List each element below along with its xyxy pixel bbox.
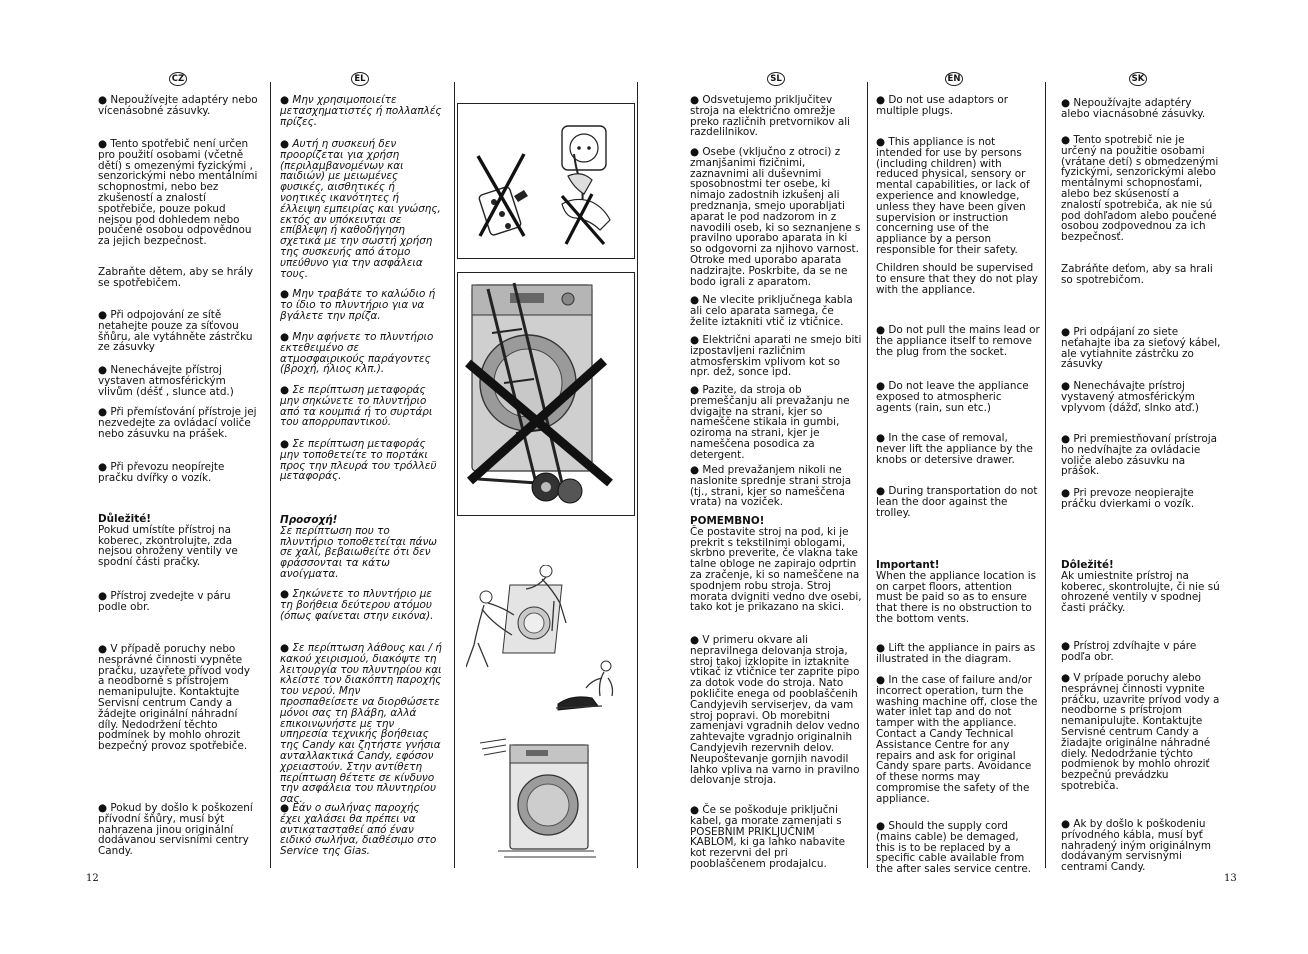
paragraph-sl [690, 805, 862, 870]
paragraph-text: ● Tento spotrebič nie je určený na použitie osobami (vrátane detí) s obmedzenými fyzickými, senzorickými alebo mentálnymi schopnosťami, alebo bez skúseností a znalostí spotrebiča, ak nie sú pod dohľadom alebo poučené osobou zodpovednou za ich bezpečnosť. [1061, 134, 1219, 244]
paragraph-sl [690, 295, 862, 327]
paragraph-sl [690, 516, 862, 613]
paragraph-text: ● Ne vlecite priključnega kabla ali celo aparata samega, če želite iztakniti vtič iz vtičnice. [690, 294, 853, 328]
figure-plug-socket [457, 103, 635, 259]
paragraph-el [280, 515, 442, 580]
paragraph-en [876, 821, 1040, 875]
paragraph-text: When the appliance location is on carpet floors, attention must be paid so as to ensure that there is no obstruction to the bottom vents. [876, 569, 1037, 625]
paragraph-text: Pokud umístíte přístroj na koberec, zkontrolujte, zda nejsou ohroženy ventily ve spodní části pračky. [98, 523, 238, 569]
paragraph-text: ● Pri odpájaní zo siete neťahajte iba za sieťový kábel, ale vytiahnite zástrčku zo zásuvky [1061, 326, 1221, 371]
paragraph-sl [690, 635, 862, 786]
paragraph-cz [98, 407, 258, 439]
paragraph-cz [98, 95, 258, 117]
paragraph-text: ● Če se poškoduje priključni kabel, ga morate zamenjati s POSEBNIM PRIKLJUČNIM KABLOM, ki ga lahko nabavite kot rezervni del pri pooblaščenem prodajalcu. [690, 804, 846, 870]
paragraph-en [876, 675, 1040, 805]
paragraph-text: ● Osebe (vključno z otroci) z zmanjšanimi fizičnimi, zaznavnimi ali duševnimi sposobnostmi ter osebe, ki nimajo zadostnih izkušenj ali predznanja, smejo uporabljati aparat le pod nadzorom in z navodili oseb, ki so seznanjene s pravilno uporabo aparata in ki so odgovorni za njihovo varnost. [690, 146, 861, 256]
paragraph-text: ● During transportation do not lean the door against the trolley. [876, 485, 1038, 519]
paragraph-title: Important! [876, 559, 940, 571]
paragraph-text: ● Pazite, da stroja ob premeščanju ali prevažanju ne dvigajte na strani, kjer so nameščene stikala in gumbi, oziroma na strani, kjer je nameščena posodica za detergent. [690, 384, 850, 461]
paragraph-text: ● Nepoužívajte adaptéry alebo viacnásobné zásuvky. [1061, 97, 1206, 120]
lang-badge-sl: SL [767, 72, 785, 86]
paragraph-text: Zabraňte dětem, aby se hrály se spotřebičem. [98, 266, 254, 289]
paragraph-el [280, 332, 442, 375]
paragraph-text: ● Při převozu neopírejte pračku dvířky o vozík. [98, 461, 225, 484]
paragraph-text: ● Přístroj zvedejte v páru podle obr. [98, 590, 231, 613]
paragraph-text: Σε περίπτωση που το πλυντήριο τοποθετείται πάνω σε χαλί, βεβαιωθείτε ότι δεν φράσσονται τα κάτω ανοίγματα. [280, 524, 437, 580]
paragraph-text: ● Εάν ο σωλήνας παροχής έχει χαλάσει θα πρέπει να αντικατασταθεί από έναν ειδικό σωλήνα, διαθέσιμο στο Service της Gias. [280, 802, 437, 858]
paragraph-text: ● Při odpojování ze sítě netahejte pouze za síťovou šňůru, ale vytáhněte zástrčku ze zásuvky [98, 309, 253, 354]
paragraph-cz [98, 139, 258, 247]
separator-5 [1045, 82, 1046, 868]
paragraph-sk [1061, 381, 1221, 413]
lang-badge-cz: CZ [169, 72, 187, 86]
paragraph-title: Dôležité! [1061, 559, 1114, 571]
paragraph-text: ● In the case of failure and/or incorrect operation, turn the washing machine off, close the water inlet tap and do not tamper with the appliance. Contact a Candy Technical Assistance Centre for any repairs and ask for original Candy spare parts. Avoidance of these norms may compromise the safety of the appliance. [876, 674, 1038, 805]
paragraph-text: ● Σε περίπτωση μεταφοράς μην τοποθετείτε το πορτάκι προς την πλευρά του τρόλλεϋ μεταφοράς. [280, 438, 437, 483]
plug-socket-illustration [458, 104, 634, 258]
paragraph-text: ● Μην χρησιμοποιείτε μετασχηματιστές ή πολλαπλές πρίζες. [280, 94, 442, 128]
figure-trolley [457, 272, 635, 516]
paragraph-el [280, 589, 442, 621]
paragraph-text: ● V případě poruchy nebo nesprávné činnosti vypněte pračku, uzavřete přívod vody a neodborně s přístrojem nemanipulujte. Kontaktujte Servisní centrum Candy a žádejte originální náhradní díly. Nedodržení těchto podmínek by mohlo ohrozit bezpečný provoz spotřebiče. [98, 643, 251, 753]
lang-badge-en: EN [945, 72, 963, 86]
separator-4 [867, 82, 868, 868]
trolley-illustration [458, 273, 634, 515]
paragraph-en [876, 325, 1040, 357]
paragraph-sl [690, 255, 862, 287]
lang-badge-el: EL [351, 72, 369, 86]
paragraph-title: Προσοχή! [280, 514, 338, 526]
paragraph-cz [98, 365, 258, 397]
page-number-right: 13 [1224, 873, 1237, 884]
paragraph-text: ● Σε περίπτωση λάθους και / ή κακού χειρισμού, διακόψτε τη λειτουργία του πλυντηρίου και κλείστε τον διακόπτη παροχής του νερού. Μην προσπαθείσετε να διορθώσετε μόνοι σας τη βλάβη, αλλά επικοινωνήστε με την υπηρεσία τεχνικής βοήθειας της Candy και ζητήστε γνήσια ανταλλακτικά Candy, εφόσον χρειαστούν. Στην αντίθετη περίπτωση θέτετε σε κίνδυνο την ασφάλεια του πλυντηρίου σας. [280, 642, 442, 806]
paragraph-en [876, 263, 1040, 295]
paragraph-text: ● Σε περίπτωση μεταφοράς μην σηκώνετε το πλυντήριο από τα κουμπιά ή το συρτάρι του απορρυπαντικού. [280, 384, 433, 429]
paragraph-el [280, 289, 442, 321]
paragraph-text: ● Nenechávajte prístroj vystavený atmosférickým vplyvom (dážď, slnko atď.) [1061, 380, 1199, 414]
paragraph-text: ● Odsvetujemo priključitev stroja na električno omrežje preko različnih pretvornikov ali razdelilnikov. [690, 94, 851, 139]
separator-2 [454, 82, 455, 868]
separator-1 [270, 82, 271, 868]
paragraph-sl [690, 147, 862, 255]
paragraph-text: ● Do not leave the appliance exposed to atmospheric agents (rain, sun etc.) [876, 380, 1029, 414]
machine-illustration [478, 735, 604, 861]
paragraph-sk [1061, 98, 1221, 120]
paragraph-text: ● Pokud by došlo k poškození přívodní šňůry, musí být nahrazena jinou originální dodávanou servisními centry Candy. [98, 802, 253, 858]
paragraph-cz [98, 644, 258, 752]
paragraph-el [280, 643, 442, 805]
paragraph-text: ● Should the supply cord (mains cable) be demaged, this is to be replaced by a specific cable available from the after sales service centre. [876, 820, 1032, 876]
page-number-left: 12 [86, 873, 99, 884]
paragraph-text: Otroke med uporabo aparata nadzirajte. Poskrbite, da se ne bodo igrali z aparatom. [690, 254, 848, 288]
paragraph-sk [1061, 673, 1221, 792]
paragraph-el [280, 95, 442, 127]
paragraph-text: Ak umiestnite prístroj na koberec, skontrolujte, či nie sú ohrozené ventily v spodnej časti práčky. [1061, 569, 1220, 615]
paragraph-sl [690, 335, 862, 378]
paragraph-sl [690, 465, 862, 508]
paragraph-sk [1061, 488, 1221, 510]
paragraph-text: ● V prípade poruchy alebo nesprávnej činnosti vypnite práčku, uzavrite prívod vody a neodborne s prístrojom nemanipulujte. Kontaktujte Servisné centrum Candy a žiadajte originálne náhradné diely. Nedodržanie týchto podmienok by mohlo ohroziť bezpečnú prevádzku spotrebiča. [1061, 672, 1220, 792]
paragraph-text: ● Do not pull the mains lead or the appliance itself to remove the plug from the socket. [876, 324, 1040, 358]
paragraph-text: ● Μην αφήνετε το πλυντήριο εκτεθειμένο σε ατμοσφαιρικούς παράγοντες (βροχή, ήλιος κλπ.). [280, 331, 434, 376]
paragraph-text: ● Lift the appliance in pairs as illustrated in the diagram. [876, 642, 1036, 665]
paragraph-text: Če postavite stroj na pod, ki je prekrit s tekstilnimi oblogami, skrbno preverite, če vlakna take talne obloge ne zapirajo odprtin za zračenje, ki so nameščene na spodnjem robu stroja. Stroj morata dvigniti vedno dve osebi, tako kot je prikazano na skici. [690, 525, 862, 614]
paragraph-en [876, 433, 1040, 465]
paragraph-text: ● Pri prevoze neopierajte práčku dvierkami o vozík. [1061, 487, 1195, 510]
paragraph-en [876, 381, 1040, 413]
paragraph-el [280, 139, 442, 279]
paragraph-sk [1061, 641, 1221, 663]
tap-illustration [548, 656, 628, 716]
paragraph-sl [690, 95, 862, 138]
paragraph-text: ● Med prevažanjem nikoli ne naslonite sprednje strani stroja (tj., strani, kjer so nameščena vrata) na voziček. [690, 464, 852, 509]
paragraph-text: ● Nepoužívejte adaptéry nebo vícenásobné zásuvky. [98, 94, 258, 117]
paragraph-text: ● Do not use adaptors or multiple plugs. [876, 94, 1009, 117]
paragraph-text: ● Αυτή η συσκευή δεν προορίζεται για χρήση (περιλαμβανομένων και παιδιών) με μειωμένες φυσικές, αισθητικές ή νοητικές ικανότητες ή έλλειψη εμπειρίας και γνώσης, εκτός αν υπόκεινται σε επίβλεψη ή καθοδήγηση σχετικά με την σωστή χρήση της συσκευής από άτομο υπεύθυνο για την ασφάλεια τους. [280, 138, 441, 280]
paragraph-text: Children should be supervised to ensure that they do not play with the appliance. [876, 262, 1038, 296]
paragraph-text: ● Σηκώνετε το πλυντήριο με τη βοήθεια δεύτερου ατόμου (όπως φαίνεται στην εικόνα). [280, 588, 434, 622]
paragraph-text: ● V primeru okvare ali nepravilnega delovanja stroja, stroj takoj izklopite in iztaknite vtikač iz vtičnice ter zaprite pipo za dotok vode do stroja. Nato pokličite enega od pooblaščenih Candyjevih serviserjev, da vam stroj popravi. Ob morebitni zamenjavi vgradnih delov vedno zahtevajte vgradnjo originalnih Candyjevih rezervnih delov. Neupoštevanje gornjih navodil lahko vpliva na varno in pravilno delovanje stroja. [690, 634, 860, 787]
paragraph-text: ● Μην τραβάτε το καλώδιο ή το ίδιο το πλυντήριο για να βγάλετε την πρίζα. [280, 288, 436, 322]
paragraph-cz [98, 803, 258, 857]
paragraph-text: ● Ak by došlo k poškodeniu prívodného kábla, musí byť nahradený iným originálnym dodávaným servisnými centrami Candy. [1061, 818, 1211, 874]
paragraph-cz [98, 267, 258, 289]
paragraph-title: Důležité! [98, 513, 151, 525]
paragraph-el [280, 803, 442, 857]
paragraph-sk [1061, 135, 1221, 243]
paragraph-en [876, 643, 1040, 665]
paragraph-en [876, 137, 1040, 256]
paragraph-text: ● Nenechávejte přístroj vystaven atmosférickým vlivům (déšť , slunce atd.) [98, 364, 234, 398]
paragraph-sk [1061, 819, 1221, 873]
paragraph-sk [1061, 264, 1221, 286]
paragraph-text: ● Električni aparati ne smejo biti izpostavljeni različnim atmosferskim vplivom kot so npr. dež, sonce ipd. [690, 334, 862, 379]
lang-badge-sk: SK [1129, 72, 1147, 86]
paragraph-cz [98, 591, 258, 613]
paragraph-sl [690, 385, 862, 461]
paragraph-en [876, 560, 1040, 625]
paragraph-el [280, 385, 442, 428]
paragraph-cz [98, 462, 258, 484]
paragraph-cz [98, 514, 258, 568]
paragraph-text: ● Pri premiestňovaní prístroja ho nedvíhajte za ovládacie voliče alebo zásuvku na prášok. [1061, 433, 1217, 478]
paragraph-cz [98, 310, 258, 353]
paragraph-sk [1061, 434, 1221, 477]
separator-3 [637, 82, 638, 868]
paragraph-el [280, 439, 442, 482]
paragraph-sk [1061, 327, 1221, 370]
paragraph-en [876, 486, 1040, 518]
paragraph-text: ● Prístroj zdvíhajte v páre podľa obr. [1061, 640, 1197, 663]
paragraph-text: ● Při přemísťování přístroje jej nezvedejte za ovládací voliče nebo zásuvku na prášek. [98, 406, 257, 440]
paragraph-text: Zabráňte deťom, aby sa hrali so spotrebičom. [1061, 263, 1213, 286]
paragraph-text: ● This appliance is not intended for use by persons (including children) with reduced physical, sensory or mental capabilities, or lack of experience and knowledge, unless they have been given supervision or instruction concerning use of the appliance by a person responsible for their safety. [876, 136, 1030, 256]
paragraph-sk [1061, 560, 1221, 614]
paragraph-en [876, 95, 1040, 117]
paragraph-text: ● In the case of removal, never lift the appliance by the knobs or detersive drawer. [876, 432, 1033, 466]
paragraph-title: POMEMBNO! [690, 515, 765, 527]
paragraph-text: ● Tento spotřebič není určen pro použití osobami (včetně dětí) s omezenými fyzickými , senzorickými nebo mentálními schopnostmi, nebo bez zkušeností a znalostí spotřebiče, pouze pokud nejsou pod dohledem nebo poučené osobou odpovědnou za jejich bezpečnost. [98, 138, 258, 248]
